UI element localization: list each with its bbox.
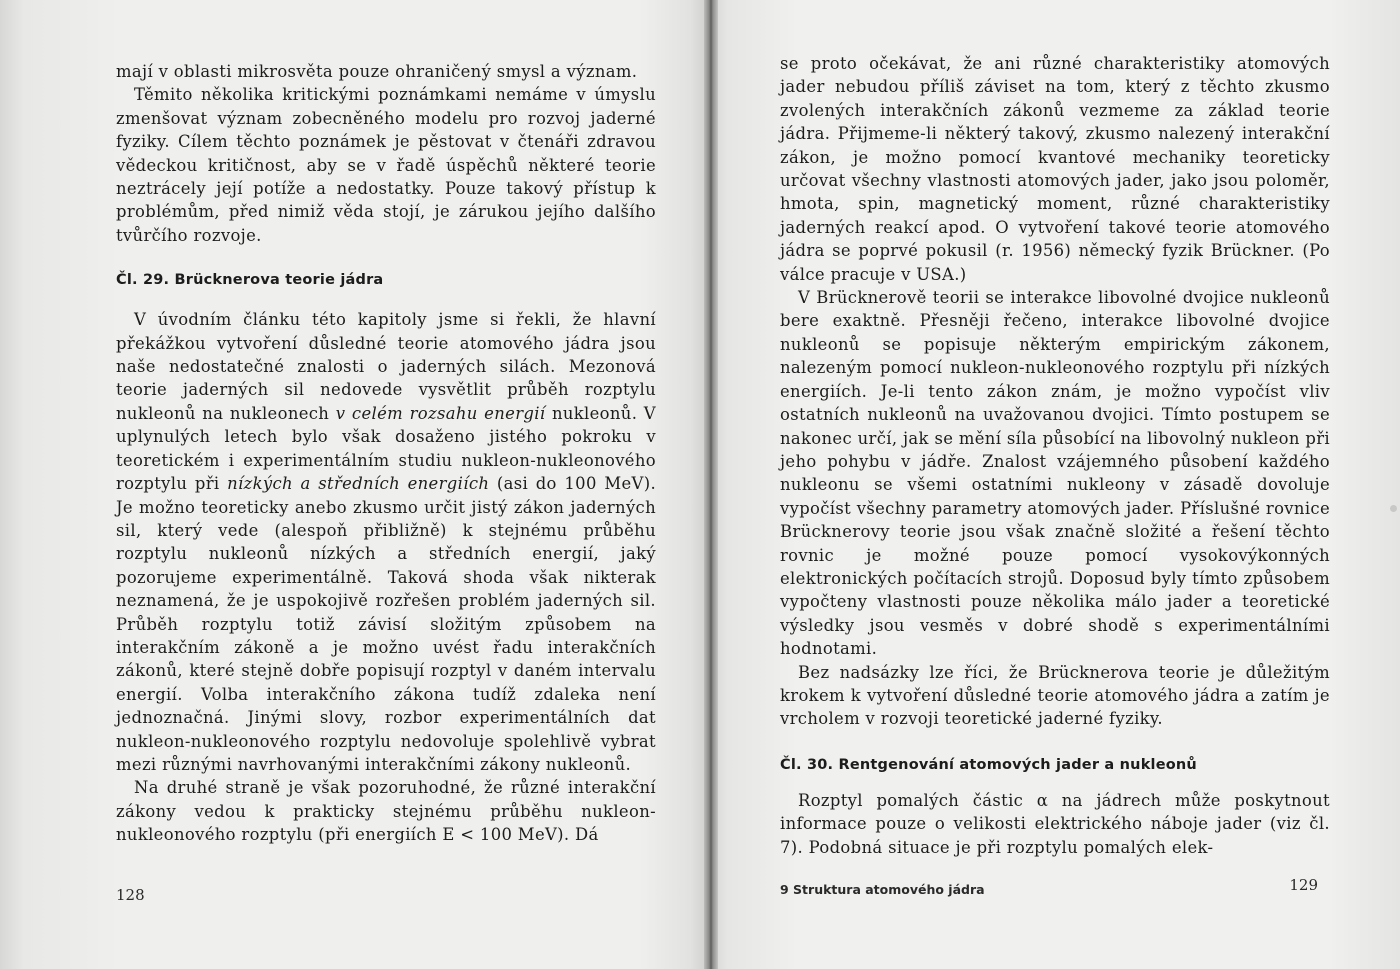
paragraph-conclusion: Bez nadsázky lze říci, že Brücknerova teorie je důležitým krokem k vytvoření důsledné teorie atomového jádra a zatím je vrcholem v rozvoji teoretické jaderné fyziky. <box>780 662 1330 729</box>
paragraph-29-1-part-c: (asi do 100 MeV). Je možno teoreticky anebo zkusmo určit jistý zákon jaderných sil, který vede (alespoň přibližně) k stejnému průběhu rozptylu nukleonů nízkých a středních energií, jaký pozorujeme experimentálně. Taková shoda však nikterak neznamená, že je uspokojivě rozřešen problém jaderných sil. Průběh rozptylu totiž závisí složitým způsobem na interakčním zákoně a je možno uvést řadu interakčních zákonů, které stejně dobře popisují rozptyl v daném intervalu energií. Volba interakčního zákona tudíž zdaleka není jednoznačná. Jinými slovy, rozbor experimentálních dat nukleon-nukleonového rozptylu nedovoluje spolehlivě vybrat mezi různými navrhovanými interakčními zákony nukleonů. <box>116 474 657 774</box>
paragraph-30-1: Rozptyl pomalých částic α na jádrech může poskytnout informace pouze o velikosti elektrického náboje jader (viz čl. 7). Podobná situace je při rozptylu pomalých elek- <box>780 790 1330 857</box>
paragraph-29-1-part-b: nukleonů. V uplynulých letech bylo však dosaženo jistého pokroku v teoretickém i experimentálním studiu nukleon-nukleonového rozptylu při <box>116 403 656 494</box>
paragraph-continuation: mají v oblasti mikrosvěta pouze ohraničený smysl a význam. <box>116 62 638 81</box>
paragraph-continued: se proto očekávat, že ani různé charakteristiky atomových jader nebudou příliš záviset na tom, který z těchto zkusmo zvolených interakčních zákonů vezmeme za základ teorie jádra. Přijmeme-li některý takový, zkusmo nalezený interakční zákon, je možno pomocí kvantové mechaniky teoreticky určovat všechny vlastnosti atomových jader, jako jsou poloměr, hmota, spin, magnetický moment, různé charakteristiky jaderných reakcí apod. O vytvoření takové teorie atomového jádra se poprvé pokusil (r. 1956) německý fyzik Brückner. (Po válce pracuje v USA.) <box>780 54 1330 284</box>
section-heading-29: Čl. 29. Brücknerova teorie jádra <box>116 272 384 289</box>
page-number-right: 129 <box>1289 876 1318 894</box>
paragraph-29-1-part-a: V úvodním článku této kapitoly jsme si řekli, že hlavní překážkou vytvoření důsledné teorie atomového jádra jsou naše nedostatečné znalosti o jaderných silách. Mezonová teorie jaderných sil nedovede vysvětlit průběh rozptylu nukleonů na nukleonech <box>116 310 656 423</box>
page-number-left: 128 <box>116 886 145 904</box>
book-gutter <box>704 0 718 969</box>
running-footer: 9 Struktura atomového jádra <box>780 882 985 897</box>
right-page-text <box>780 52 1330 859</box>
paragraph-29-2: Na druhé straně je však pozoruhodné, že různé interakční zákony vedou k prakticky stejnému průběhu nukleon-nukleonového rozptylu (při energiích E < 100 MeV). Dá <box>116 778 656 845</box>
paragraph-intro: Těmito několika kritickými poznámkami nemáme v úmyslu zmenšovat význam zobecněného modelu pro rozvoj jaderné fyziky. Cílem těchto poznámek je pěstovat v čtenáři zdravou vědeckou kritičnost, aby se v řadě úspěchů některé teorie neztrácely její potíže a nedostatky. Pouze takový přístup k problémům, před nimiž věda stojí, je zárukou jejího dalšího tvůrčího rozvoje. <box>116 85 656 245</box>
emphasis-energy-range: v celém rozsahu energií <box>335 403 546 423</box>
right-page <box>708 0 1400 969</box>
emphasis-low-medium-energies: nízkých a středních energiích <box>227 474 490 494</box>
section-heading-30: Čl. 30. Rentgenování atomových jader a nukleonů <box>780 756 1197 773</box>
paper-speck <box>1390 505 1397 512</box>
paragraph-29-1 <box>116 308 656 776</box>
paragraph-bruckner-theory: V Brücknerově teorii se interakce libovolné dvojice nukleonů bere exaktně. Přesněji řečeno, interakce libovolné dvojice nukleonů se popisuje některým empirickým zákonem, nalezeným pomocí nukleon-nukleonového rozptylu při nízkých energiích. Je-li tento zákon znám, je možno vypočíst vliv ostatních nukleonů na uvažovanou dvojici. Tímto postupem se nakonec určí, jak se mění síla působící na libovolný nukleon při jeho pohybu v jádře. Znalost vzájemného působení každého nukleonu se všemi ostatními nukleony v zásadě dovoluje vypočíst všechny parametry atomových jader. Příslušné rovnice Brücknerovy teorie jsou však značně složité a řešení těchto rovnic je možné pouze pomocí vysokovýkonných elektronických počítacích strojů. Doposud byly tímto způsobem vypočteny vlastnosti pouze několika málo jader a teoretické výsledky jsou vesměs v dobré shodě s experimentálními hodnotami. <box>780 288 1330 659</box>
left-page-text <box>116 60 656 847</box>
